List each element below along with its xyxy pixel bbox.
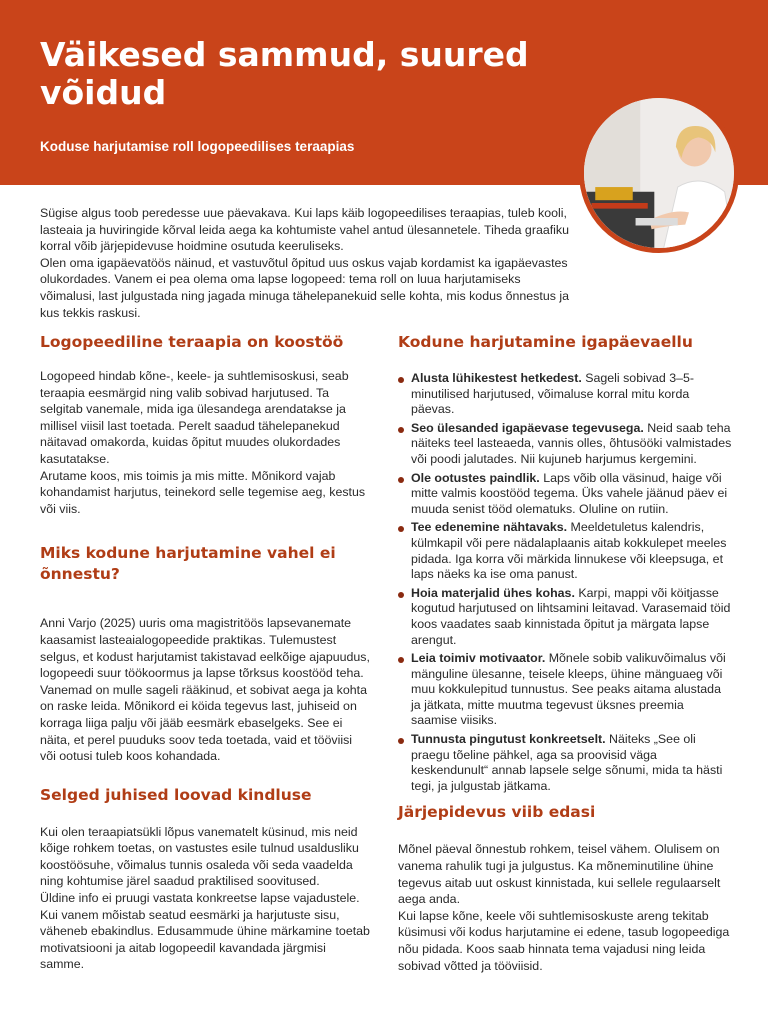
list-item	[398, 421, 733, 468]
page-subtitle: Koduse harjutamise roll logopeedilises teraapias	[40, 139, 355, 154]
list-item	[398, 586, 733, 648]
tip-lead: Leia toimiv motivaator.	[411, 651, 546, 666]
paragraph: Anni Varjo (2025) uuris oma magistritöös lapsevanemate kaasamist lasteaialogopeedide praktikas. Tulemustest selgus, et kodust harjutamist takistavad eelkõige ajapuudus, logopeedi suur töökoormus ja lapse tõrksus koostööd teha.	[40, 616, 370, 681]
bullet-icon	[398, 477, 404, 483]
list-item	[398, 371, 733, 418]
section-body-clear-instructions	[40, 824, 370, 973]
tip-lead: Hoia materjalid ühes kohas.	[411, 585, 575, 600]
tip-text: Näiteks „See oli praegu tõeline pähkel, aga sa proovisid väga keskendunult“ annab lapsele selge sõnumi, mida ta hästi tegi, ja julgustab jätkama.	[411, 732, 723, 793]
bullet-icon	[398, 377, 404, 383]
tip-lead: Tunnusta pingutust konkreetselt.	[411, 732, 606, 747]
paragraph: Logopeed hindab kõne-, keele- ja suhtlemisoskusi, seab teraapia eesmärgid ning valib sobivad harjutused. Ta selgitab vanemale, mida iga ülesandega arendatakse ja millisel viisil last toetada. Perelt saadud tähelepanekud näitavad omakorda, kuidas õpitut muudes olukordades kasutatakse.	[40, 369, 349, 466]
tip-text: Sageli sobivad 3–5-minutilised harjutused, võimaluse korral mitu korda päevas.	[411, 371, 695, 417]
paragraph: Vanemad on mulle sageli rääkinud, et sobivat aega ja kohta on raske leida. Mõnikord ei köida tegevus last, juhiseid on korraga liiga palju või jääb eesmärk ebaselgeks. See ei näita, et perel puuduks soov teda toetada, vaid et tööviisi või ootusi tuleb koos kohandada.	[40, 682, 367, 764]
bullet-icon	[398, 592, 404, 598]
tip-text: Laps võib olla väsinud, haige või mitte valmis koostööd tegema. Üks vahele jäänud päev ei muuda senist tööd olematuks. Oluline on rutiin.	[411, 470, 728, 516]
paragraph: Arutame koos, mis toimis ja mis mitte. Mõnikord vajab kohandamist harjutus, teinekord selle tegemise aeg, kestus või viis.	[40, 468, 366, 516]
tip-lead: Alusta lühikestest hetkedest.	[411, 371, 582, 385]
paragraph: Üldine info ei pruugi vastata konkreetse lapse vajadustele. Kui vanem mõistab seatud eesmärki ja harjutuste sisu, väheneb ebakindlus. Edusammude ühine märkamine toetab motivatsiooni ja aitab logopeedil kavandada järgmisi samme.	[40, 891, 370, 972]
tip-lead: Seo ülesanded igapäevase tegevusega.	[411, 420, 644, 435]
author-photo	[579, 93, 739, 253]
tip-text: Mõnele sobib valikuvõimalus või mänguline ülesanne, teisele kleeps, ühine mänguaeg või muu kokkulepitud tunnustus. See peaks aitama alustada ja jätkata, mitte muutma tegevust üksnes preemia saamise viisiks.	[411, 651, 726, 728]
section-heading-why-not: Miks kodune harjutamine vahel ei õnnestu?	[40, 544, 336, 584]
intro-paragraph: Olen oma igapäevatöös näinud, et vastuvõtul õpitud uus oskus vajab kordamist ka igapäevastes olukordades. Vanem ei pea olema oma lapse logopeed: tema roll on luua harjutamiseks võimalusi, last julgustada ning jagada minuga tähelepanekuid selle kohta, mis kodus õnnestus ja kus tekkis raskusi.	[40, 255, 569, 320]
tips-list	[398, 371, 733, 794]
bullet-icon	[398, 526, 404, 532]
tip-lead: Tee edenemine nähtavaks.	[411, 520, 568, 535]
left-column	[40, 332, 370, 973]
section-heading-home-practice: Kodune harjutamine igapäevaellu	[398, 333, 693, 351]
section-heading-consistency: Järjepidevus viib edasi	[398, 803, 596, 822]
bullet-icon	[398, 427, 404, 433]
paragraph: Kui lapse kõne, keele või suhtlemisoskuste areng tekitab küsimusi või kodus harjutamine ei edene, tasub logopeediga nõu pidada. Koos saab hinnata tema vajadusi ning leida sobivad võtted ja tööviisid.	[398, 908, 730, 973]
section-body-why-not	[40, 615, 370, 764]
paragraph: Mõnel päeval õnnestub rohkem, teisel vähem. Olulisem on vanema rahulik tugi ja julgustus. Ka mõneminutiline ühine tegevus aitab uut oskust kinnistada, kui sellele regulaarselt aega anda.	[398, 842, 721, 907]
tip-text: Meeldetuletus kalendris, külmkapil või pere nädalaplaanis aitab kokkulepet meeles pidada. Iga korra või märkida linnukese või kleepsuga, et laps näeks ka ise oma panust.	[411, 520, 727, 582]
bullet-icon	[398, 738, 404, 744]
tip-text: Neid saab teha näiteks teel lasteaeda, vannis olles, õhtusööki valmistades või poodi jalutades. Nii kujuneb harjumus kergemini.	[411, 420, 732, 466]
section-body-consistency	[398, 841, 733, 974]
author-photo-illustration	[584, 98, 734, 248]
right-column	[398, 332, 733, 974]
section-heading-clear-instructions: Selged juhised loovad kindluse	[40, 785, 312, 804]
intro-text	[40, 205, 570, 321]
list-item	[398, 651, 733, 729]
tip-text: Karpi, mappi või köitjasse kogutud harjutused on lihtsamini leitavad. Varasemaid töid koos vaadates saab kinnistada õpitut ja märgata lapse arengut.	[411, 585, 731, 647]
tip-lead: Ole ootustes paindlik.	[411, 470, 540, 485]
paragraph: Kui olen teraapiatsükli lõpus vanematelt küsinud, mis neid kõige rohkem toetas, on vastustes esile tulnud usaldusliku koostöösuhe, võimalus tunnis osaleda või seda vaadelda ning kohtumise järel saadud praktilised soovitused.	[40, 824, 359, 889]
section-heading-cooperation: Logopeediline teraapia on koostöö	[40, 333, 344, 351]
bullet-icon	[398, 657, 404, 663]
section-body-cooperation	[40, 368, 370, 517]
list-item	[398, 520, 733, 582]
list-item	[398, 732, 733, 794]
list-item	[398, 471, 733, 518]
intro-paragraph: Sügise algus toob peredesse uue päevakava. Kui laps käib logopeedilises teraapias, tuleb kooli, lasteaia ja huviringide kõrval leida aega ka kohtumiste vahel antud ülesannetele. Tiheda graafiku korral võib järjepidevuse hoidmine osutuda keeruliseks.	[40, 206, 570, 254]
page-title: Väikesed sammud, suured võidud	[40, 35, 529, 112]
